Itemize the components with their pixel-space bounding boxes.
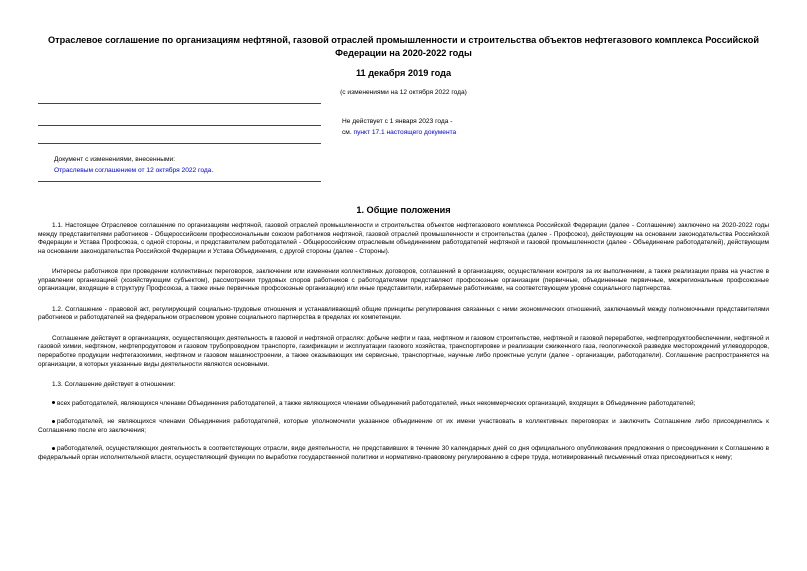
changes-note: (с изменениями на 12 октября 2022 года): [340, 89, 467, 96]
document-date: 11 декабря 2019 года: [355, 68, 452, 78]
section-body: [38, 222, 769, 462]
status-reference: [342, 127, 456, 138]
list-item: [38, 418, 769, 435]
divider-line: [38, 143, 321, 144]
bullet-icon: [52, 401, 55, 404]
bullet-icon: [52, 420, 55, 423]
bullet-icon: [52, 447, 55, 450]
paragraph: Интересы работников при проведении коллективных переговоров, заключении или изменении коллективных договоров, соглашений в организациях, осуществлении контроля за их выполнением, а также реализации права на участие в управлении организацией (хозяйствующим субъектом), рассмотрении трудовых споров работников с работодателями представляют профсоюзные организации (первичные, объединенные первичные, межрегиональные профсоюзные организации, входящие в структуру Профсоюза, а также иные первичные профсоюзные организации) или иные представители, избираемые работниками, на соответствующем уровне социального партнерства.: [38, 268, 769, 293]
paragraph: 1.3. Соглашение действует в отношении:: [52, 381, 176, 389]
document-changes: [54, 154, 213, 176]
section-heading: 1. Общие положения: [356, 205, 451, 215]
document-changes-link[interactable]: Отраслевым соглашением от 12 октября 2022 года.: [54, 167, 214, 174]
list-item-text: работодателей, осуществляющих деятельность в соответствующих отрасли, виде деятельности, не представивших в течение 30 календарных дней со дня официального опубликования предложения о присоединении к Соглашению в федеральный орган исполнительной власти, осуществляющий функции по выработке государственной политики и нормативно-правовому регулированию в сфере труда, мотивированный письменный отказ присоединиться к нему;: [38, 445, 769, 461]
list-item-text: всех работодателей, являющихся членами Объединения работодателей, а также являющихся членами объединений работодателей, иных некоммерческих организаций, входящих в Объединение работодателей;: [57, 399, 696, 407]
status-notice: [342, 116, 456, 138]
document-changes-label: Документ с изменениями, внесенными:: [54, 156, 176, 163]
divider-line: [38, 181, 321, 182]
list-item: [38, 445, 769, 462]
list-item: [38, 400, 769, 409]
status-line: Не действует с 1 января 2023 года -: [342, 118, 453, 125]
list-item-text: работодателей, не являющихся членами Объединения работодателей, которые уполномочили указанное объединение от их имени участвовать в коллективных переговорах и заключить Соглашение либо присоединились к Соглашению после его заключения;: [38, 418, 769, 434]
status-link[interactable]: пункт 17.1 настоящего документа: [353, 129, 457, 136]
paragraph: 1.2. Соглашение - правовой акт, регулирующий социально-трудовые отношения и устанавливающий общие принципы регулирования связанных с ними экономических отношений, заключаемый между полномочными представителями работников и работодателей на федеральном отраслевом уровне социального партнерства в пределах их компетенции.: [38, 305, 769, 322]
document-title: Отраслевое соглашение по организациям нефтяной, газовой отраслей промышленности и строительства объектов нефтегазового комплекса Российской Федерации на 2020-2022 годы: [47, 35, 759, 58]
paragraph: 1.1. Настоящее Отраслевое соглашение по организациям нефтяной, газовой отраслей промышленности и строительства объектов нефтегазового комплекса Российской Федерации (далее - Соглашение) заключено на 2020-2022 годы между представителями работников - Общероссийским профессиональным союзом работников нефтяной, газовой отраслей промышленности и строительства (далее - Профсоюз), действующим на основании законодательства Российской Федерации и Устава Профсоюза, с одной стороны, и представителем работодателей - Общероссийским отраслевым объединением работодателей нефтяной и газовой промышленности (далее - Объединение работодателей), действующим на основании законодательства Российской Федерации и Устава Объединения, с другой стороны (далее - Стороны).: [38, 222, 769, 255]
divider-line: [38, 125, 321, 126]
status-prefix: см.: [342, 129, 354, 136]
paragraph: Соглашение действует в организациях, осуществляющих деятельность в газовой и нефтяной отраслях: добыче нефти и газа, нефтяном и газовом строительстве, нефтяной и газовой переработке, нефтепродуктообеспечении, нефтяной и газовой химии, нефтяном, нефтепродуктовом и газовом трубопроводном транспорте, газификации и эксплуатации газового хозяйства, транспортировке и реализации сжиженного газа, геологической разведке месторождений углеводородов, переработке продукции нефтегазохимии, нефтяном и газовом машиностроении, а также оказывающих им сервисные, транспортные, научные либо проектные услуги (далее - организации, работодатели). Соглашение распространяется на организации, в которых указанные виды деятельности являются основными.: [38, 334, 769, 368]
divider-line: [38, 103, 321, 104]
